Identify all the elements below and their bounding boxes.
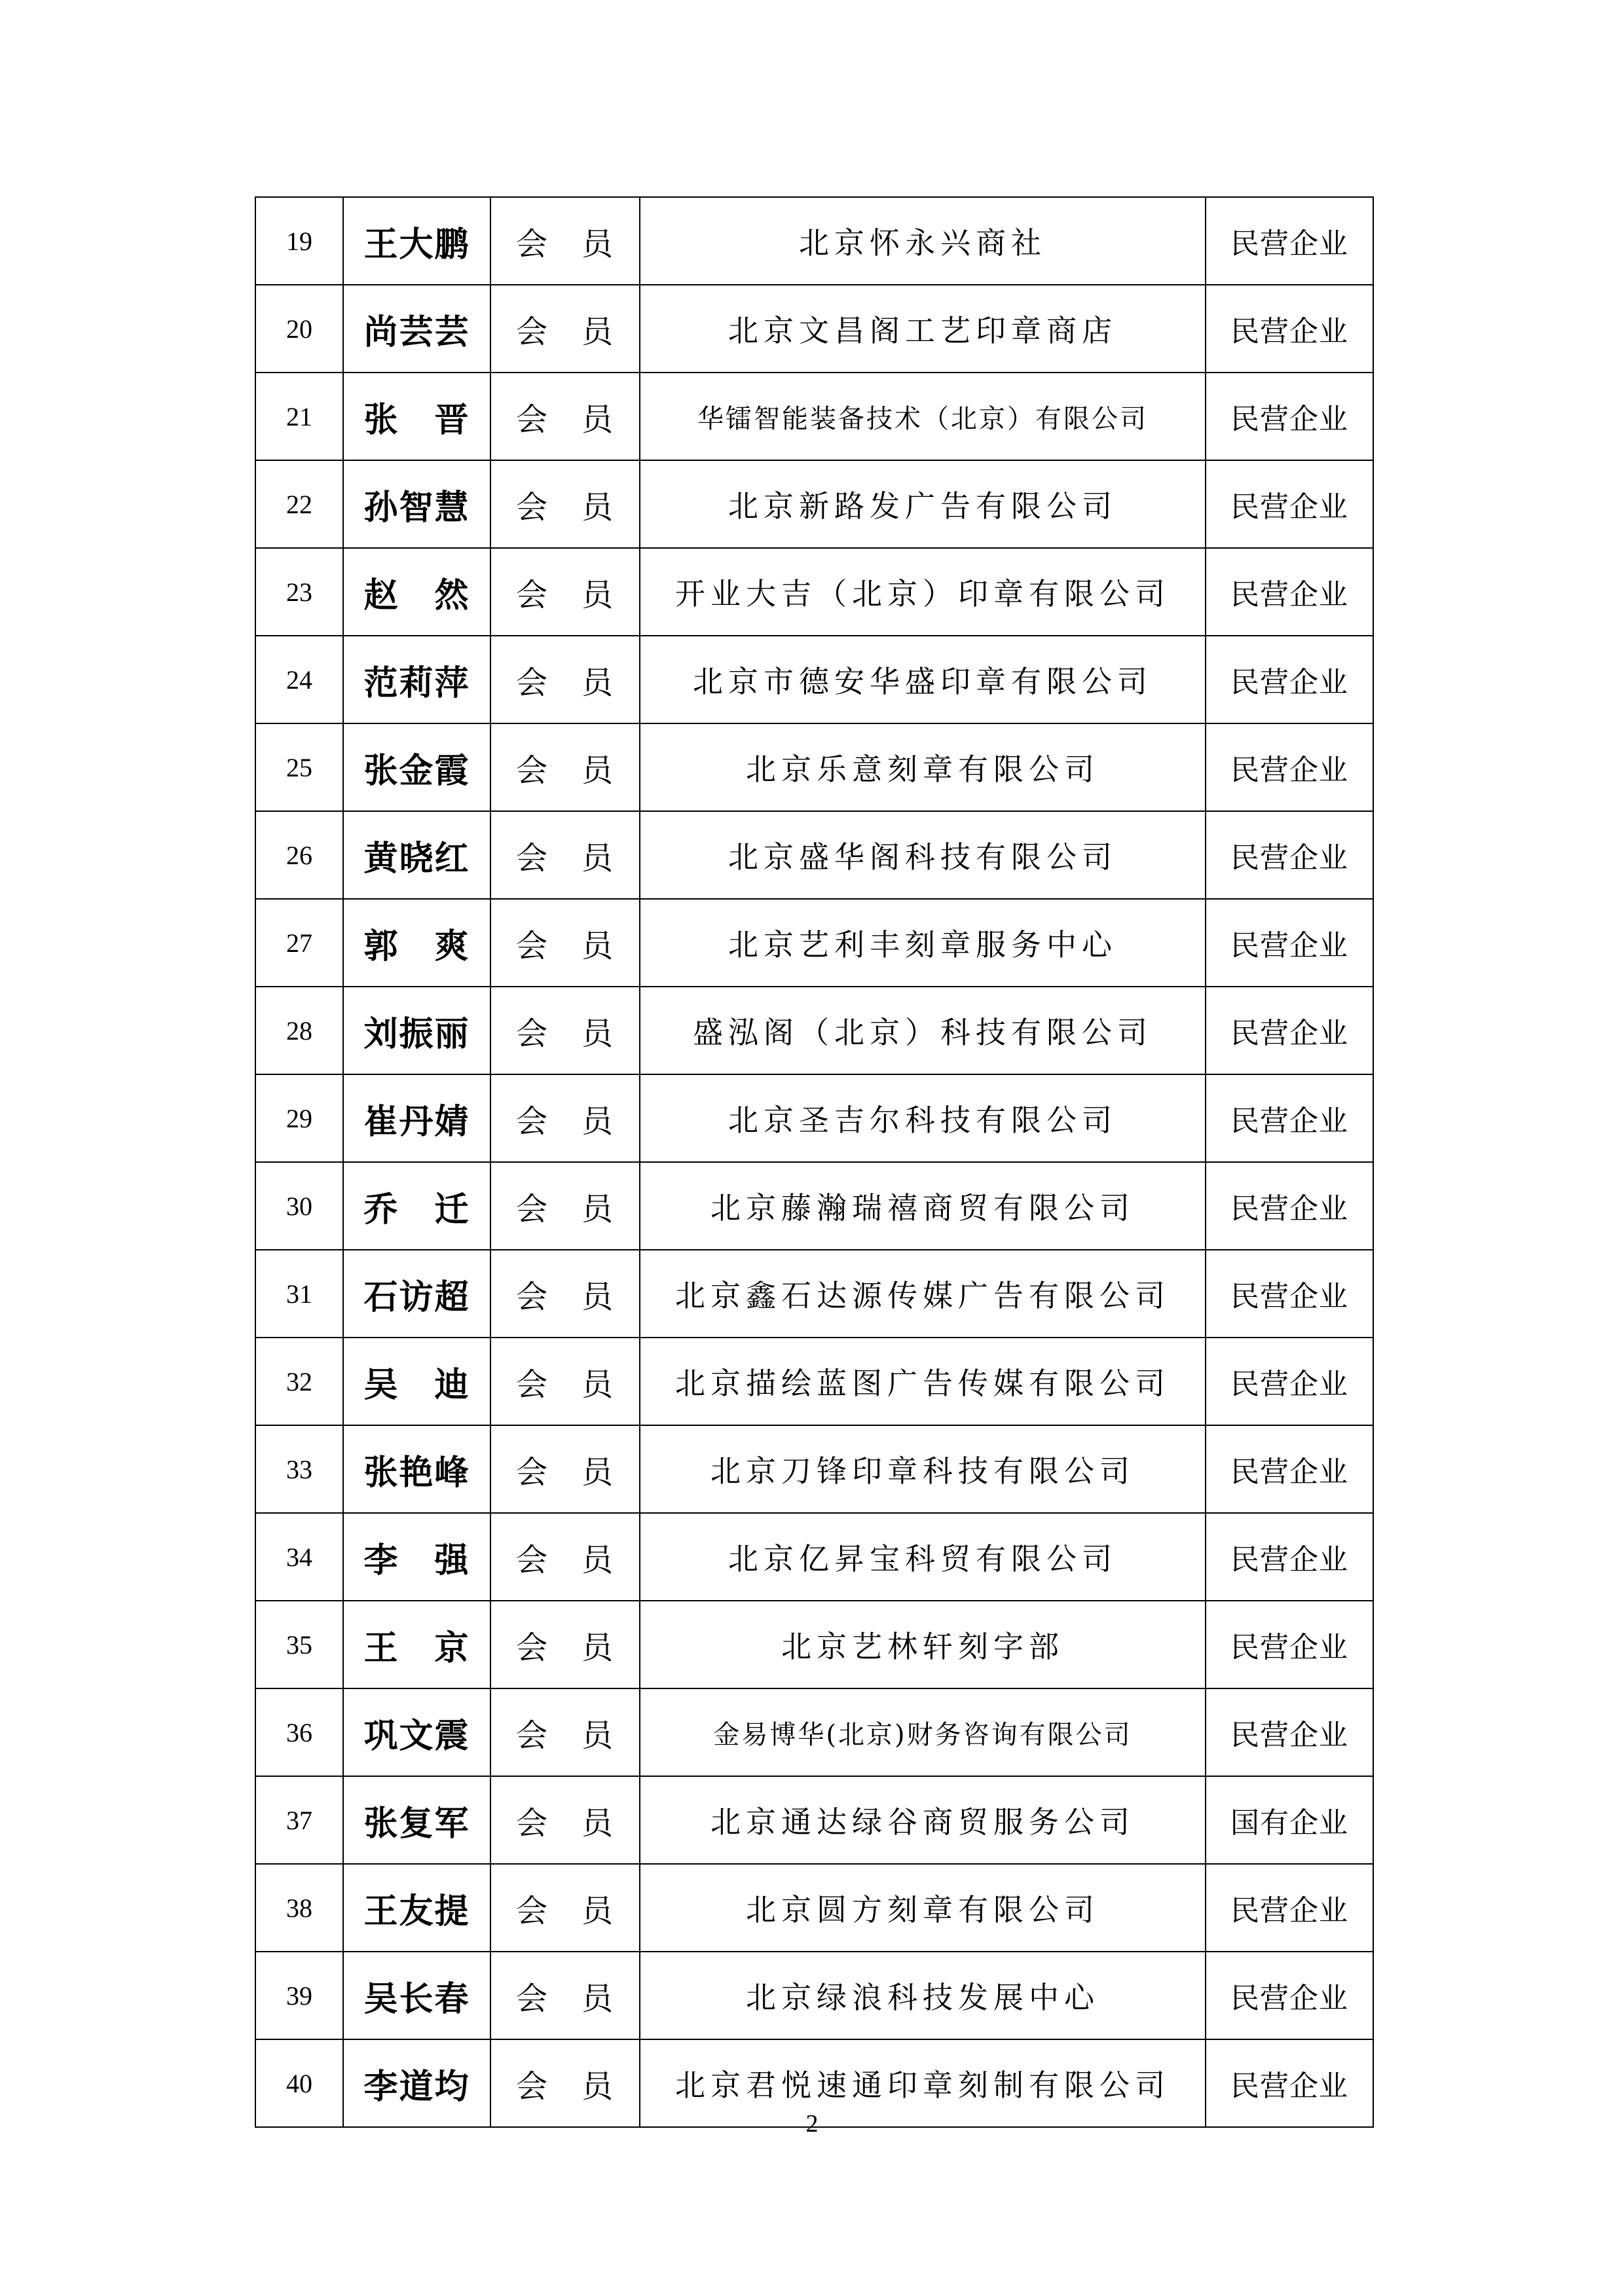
table-row [255, 1250, 1373, 1338]
company-name: 北京盛华阁科技有限公司 [640, 811, 1206, 899]
company-name: 北京艺林轩刻字部 [640, 1601, 1206, 1688]
member-role: 会 员 [490, 1425, 640, 1513]
row-number: 26 [255, 811, 343, 899]
row-number: 39 [255, 1952, 343, 2039]
member-name: 李道均 [343, 2039, 490, 2127]
enterprise-type: 民营企业 [1206, 899, 1373, 987]
member-name: 石访超 [343, 1250, 490, 1338]
company-name: 北京君悦速通印章刻制有限公司 [640, 2039, 1206, 2127]
company-name: 金易博华(北京)财务咨询有限公司 [640, 1688, 1206, 1776]
enterprise-type: 民营企业 [1206, 1074, 1373, 1162]
company-name: 北京市德安华盛印章有限公司 [640, 636, 1206, 723]
table-row [255, 1688, 1373, 1776]
member-name: 尚芸芸 [343, 285, 490, 373]
table-row [255, 1513, 1373, 1601]
member-name: 王 京 [343, 1601, 490, 1688]
member-name: 崔丹婧 [343, 1074, 490, 1162]
enterprise-type: 民营企业 [1206, 197, 1373, 285]
member-name: 孙智慧 [343, 460, 490, 548]
table-row [255, 1074, 1373, 1162]
row-number: 21 [255, 373, 343, 460]
member-name: 王友提 [343, 1864, 490, 1952]
row-number: 27 [255, 899, 343, 987]
row-number: 37 [255, 1776, 343, 1864]
member-name: 赵 然 [343, 548, 490, 636]
enterprise-type: 民营企业 [1206, 1250, 1373, 1338]
company-name: 北京圣吉尔科技有限公司 [640, 1074, 1206, 1162]
row-number: 20 [255, 285, 343, 373]
member-role: 会 员 [490, 1864, 640, 1952]
member-name: 张金霞 [343, 723, 490, 811]
row-number: 35 [255, 1601, 343, 1688]
company-name: 开业大吉（北京）印章有限公司 [640, 548, 1206, 636]
row-number: 25 [255, 723, 343, 811]
member-name: 黄晓红 [343, 811, 490, 899]
member-role: 会 员 [490, 1074, 640, 1162]
table-row [255, 1952, 1373, 2039]
table-row [255, 197, 1373, 285]
member-role: 会 员 [490, 1338, 640, 1425]
member-role: 会 员 [490, 899, 640, 987]
enterprise-type: 民营企业 [1206, 1952, 1373, 2039]
enterprise-type: 民营企业 [1206, 1864, 1373, 1952]
member-role: 会 员 [490, 1250, 640, 1338]
member-name: 张复军 [343, 1776, 490, 1864]
table-row [255, 811, 1373, 899]
company-name: 北京描绘蓝图广告传媒有限公司 [640, 1338, 1206, 1425]
member-table-body [255, 197, 1373, 2127]
enterprise-type: 民营企业 [1206, 1601, 1373, 1688]
company-name: 北京艺利丰刻章服务中心 [640, 899, 1206, 987]
enterprise-type: 民营企业 [1206, 373, 1373, 460]
member-table [255, 196, 1374, 2128]
member-name: 吴 迪 [343, 1338, 490, 1425]
row-number: 24 [255, 636, 343, 723]
row-number: 22 [255, 460, 343, 548]
row-number: 19 [255, 197, 343, 285]
member-role: 会 员 [490, 1776, 640, 1864]
member-role: 会 员 [490, 1688, 640, 1776]
member-role: 会 员 [490, 811, 640, 899]
company-name: 北京刀锋印章科技有限公司 [640, 1425, 1206, 1513]
table-row [255, 636, 1373, 723]
enterprise-type: 民营企业 [1206, 1425, 1373, 1513]
enterprise-type: 民营企业 [1206, 548, 1373, 636]
row-number: 32 [255, 1338, 343, 1425]
member-role: 会 员 [490, 636, 640, 723]
company-name: 北京亿昇宝科贸有限公司 [640, 1513, 1206, 1601]
table-row [255, 285, 1373, 373]
enterprise-type: 民营企业 [1206, 987, 1373, 1074]
member-role: 会 员 [490, 197, 640, 285]
member-name: 张艳峰 [343, 1425, 490, 1513]
member-role: 会 员 [490, 1162, 640, 1250]
company-name: 北京乐意刻章有限公司 [640, 723, 1206, 811]
enterprise-type: 民营企业 [1206, 1162, 1373, 1250]
table-row [255, 899, 1373, 987]
member-role: 会 员 [490, 373, 640, 460]
enterprise-type: 民营企业 [1206, 636, 1373, 723]
member-name: 郭 爽 [343, 899, 490, 987]
enterprise-type: 民营企业 [1206, 460, 1373, 548]
company-name: 北京通达绿谷商贸服务公司 [640, 1776, 1206, 1864]
member-role: 会 员 [490, 1601, 640, 1688]
table-row [255, 1338, 1373, 1425]
table-row [255, 1162, 1373, 1250]
enterprise-type: 民营企业 [1206, 1513, 1373, 1601]
table-row [255, 1601, 1373, 1688]
company-name: 北京怀永兴商社 [640, 197, 1206, 285]
enterprise-type: 民营企业 [1206, 285, 1373, 373]
row-number: 36 [255, 1688, 343, 1776]
member-role: 会 员 [490, 723, 640, 811]
table-row [255, 1864, 1373, 1952]
row-number: 34 [255, 1513, 343, 1601]
member-role: 会 员 [490, 2039, 640, 2127]
company-name: 北京鑫石达源传媒广告有限公司 [640, 1250, 1206, 1338]
row-number: 38 [255, 1864, 343, 1952]
enterprise-type: 民营企业 [1206, 1688, 1373, 1776]
member-name: 李 强 [343, 1513, 490, 1601]
member-name: 乔 迁 [343, 1162, 490, 1250]
company-name: 北京绿浪科技发展中心 [640, 1952, 1206, 2039]
table-row [255, 723, 1373, 811]
row-number: 33 [255, 1425, 343, 1513]
enterprise-type: 民营企业 [1206, 723, 1373, 811]
company-name: 华镭智能装备技术（北京）有限公司 [640, 373, 1206, 460]
member-role: 会 员 [490, 987, 640, 1074]
member-name: 刘振丽 [343, 987, 490, 1074]
enterprise-type: 民营企业 [1206, 1338, 1373, 1425]
member-name: 吴长春 [343, 1952, 490, 2039]
table-row [255, 1425, 1373, 1513]
company-name: 北京圆方刻章有限公司 [640, 1864, 1206, 1952]
row-number: 23 [255, 548, 343, 636]
table-row [255, 373, 1373, 460]
member-role: 会 员 [490, 1952, 640, 2039]
row-number: 30 [255, 1162, 343, 1250]
company-name: 北京藤瀚瑞禧商贸有限公司 [640, 1162, 1206, 1250]
member-name: 巩文震 [343, 1688, 490, 1776]
row-number: 28 [255, 987, 343, 1074]
row-number: 40 [255, 2039, 343, 2127]
table-row [255, 1776, 1373, 1864]
member-name: 范莉萍 [343, 636, 490, 723]
table-row [255, 987, 1373, 1074]
company-name: 北京文昌阁工艺印章商店 [640, 285, 1206, 373]
member-role: 会 员 [490, 1513, 640, 1601]
member-role: 会 员 [490, 460, 640, 548]
member-name: 王大鹏 [343, 197, 490, 285]
enterprise-type: 民营企业 [1206, 811, 1373, 899]
table-row [255, 548, 1373, 636]
enterprise-type: 民营企业 [1206, 2039, 1373, 2127]
table-row [255, 460, 1373, 548]
company-name: 北京新路发广告有限公司 [640, 460, 1206, 548]
member-name: 张 晋 [343, 373, 490, 460]
row-number: 31 [255, 1250, 343, 1338]
member-role: 会 员 [490, 548, 640, 636]
member-role: 会 员 [490, 285, 640, 373]
page-number: 2 [805, 2110, 819, 2138]
company-name: 盛泓阁（北京）科技有限公司 [640, 987, 1206, 1074]
row-number: 29 [255, 1074, 343, 1162]
enterprise-type: 国有企业 [1206, 1776, 1373, 1864]
